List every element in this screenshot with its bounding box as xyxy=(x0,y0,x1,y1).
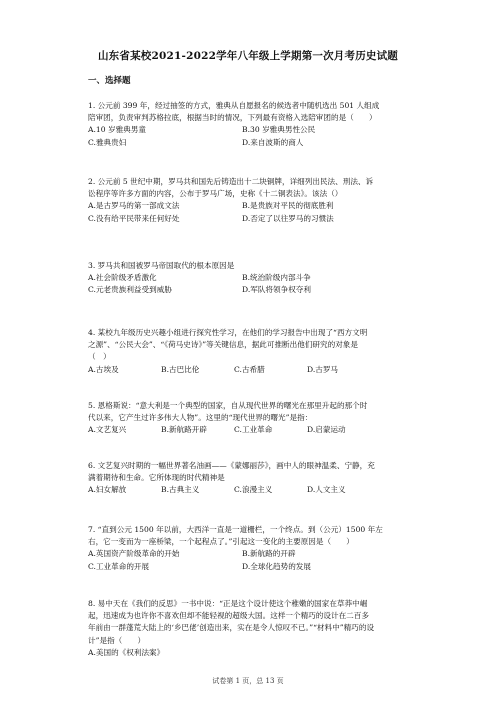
option-a: A.美国的《权利法案》 xyxy=(88,647,165,657)
option-a: A.文艺复兴 xyxy=(88,425,127,435)
option-a: A.10 岁雅典男童 xyxy=(88,125,146,135)
option-c: C.古希腊 xyxy=(234,364,265,374)
section-heading: 一、选择题 xyxy=(88,76,131,86)
question-5 xyxy=(88,400,428,437)
option-d: D.来自波斯的商人 xyxy=(242,137,304,147)
question-stem-line: 代以来，它产生过许多伟大人物”。这里的“现代世界的曙光”是指： xyxy=(88,413,313,423)
question-stem-line: 8. 易中天在《我们的反思》一书中说：“正是这个设计使这个稚嫩的国家在草莽中崛 xyxy=(88,599,368,608)
option-d: D.否定了以往罗马的习惯法 xyxy=(242,213,334,223)
question-2 xyxy=(88,176,428,225)
options xyxy=(88,200,428,224)
question-stem-line: 之源”、“公民大会”、“《荷马史诗》”等关键信息，据此可推断出他们研究的对象是 xyxy=(88,340,358,350)
option-a: A.英国资产阶级革命的开始 xyxy=(88,549,180,559)
option-a: A.古埃及 xyxy=(88,364,119,374)
exam-title: 山东省某校2021-2022学年八年级上学期第一次月考历史试题 xyxy=(97,50,398,62)
option-c: C.元老贵族利益受到威胁 xyxy=(88,285,172,295)
question-stem-line: 7. “直到公元 1500 年以前，大西洋一直是一道栅栏，一个终点。到（公元）1500 年左 xyxy=(88,525,383,534)
option-a: A.社会阶级矛盾激化 xyxy=(88,273,157,283)
option-b: B.统治阶级内部斗争 xyxy=(242,273,311,283)
options xyxy=(88,548,428,572)
question-stem-line: 1. 公元前 399 年，经过抽签的方式，雅典从自愿报名的候选者中随机选出 501 人组成 xyxy=(88,101,380,110)
option-c: C.工业革命的开展 xyxy=(88,561,150,571)
page-footer: 试卷第 1 页，总 13 页 xyxy=(212,677,284,685)
question-stem-line: 年前由一群蓬荒大陆上的‘乡巴佬’创造出来，实在是令人惊叹不已。”“材料中”精巧的设 xyxy=(88,623,375,633)
option-b: B.新航路开辟 xyxy=(161,425,207,435)
option-d: D.古罗马 xyxy=(307,364,339,374)
options xyxy=(88,272,428,296)
option-b: B.30 岁雅典男性公民 xyxy=(242,125,316,135)
question-8 xyxy=(88,598,428,659)
option-c: C.浪漫主义 xyxy=(234,485,273,495)
options xyxy=(88,124,428,148)
question-stem-line: 讼程序等许多方面的内容，公布于罗马广场，史称《十二铜表法》。该法（） xyxy=(88,189,343,199)
question-stem-line: 4. 某校九年级历史兴趣小组进行探究性学习，在他们的学习报告中出现了“西方文明 xyxy=(88,328,368,337)
question-3 xyxy=(88,260,428,297)
option-b: B.新航路的开辟 xyxy=(242,549,296,559)
option-b: B.古巴比伦 xyxy=(161,364,200,374)
question-4 xyxy=(88,327,428,376)
option-d: D.启蒙运动 xyxy=(307,425,346,435)
question-stem-line: （ ） xyxy=(88,352,111,362)
question-stem-line: 2. 公元前 5 世纪中期，罗马共和国先后铸造出十二块铜牌，详细列出民法、刑法、诉 xyxy=(88,177,374,186)
question-stem-line: 起，迅速成为也许你不喜欢但却不能轻视的超级大国。这样一个精巧的设计在二百多 xyxy=(88,611,369,621)
question-stem-line: 计”是指（ ） xyxy=(88,635,146,645)
options xyxy=(88,647,428,659)
option-d: D.军队将领争权夺利 xyxy=(242,285,311,295)
question-1 xyxy=(88,100,428,149)
question-stem-line: 3. 罗马共和国被罗马帝国取代的根本原因是 xyxy=(88,261,235,270)
option-b: B.古典主义 xyxy=(161,485,200,495)
option-c: C.没有给平民带来任何好处 xyxy=(88,213,180,223)
question-7 xyxy=(88,524,428,573)
question-stem-line: 右，它一变而为一座桥梁，一个起程点了。”引起这一变化的主要原因是（ ） xyxy=(88,537,354,547)
option-b: B.是贵族对平民的彻底胜利 xyxy=(242,201,334,211)
option-c: C.工业革命 xyxy=(234,425,273,435)
option-d: D.人文主义 xyxy=(307,485,346,495)
question-6 xyxy=(88,460,428,497)
question-stem-line: 5. 恩格斯说：“意大利是一个典型的国家，自从现代世界的曙光在那里升起的那个时 xyxy=(88,401,368,410)
question-stem-line: 6. 文艺复兴时期的一幅世界著名油画——《蒙娜丽莎》，画中人的眼神温柔、宁静，充 xyxy=(88,461,375,470)
question-stem-line: 满着期待和生命。它所体现的时代精神是 xyxy=(88,473,225,483)
option-a: A.妇女解放 xyxy=(88,485,127,495)
question-stem-line: 陪审团，负责审判苏格拉底，根据当时的情况，下列最有资格入选陪审团的是（ ） xyxy=(88,113,377,123)
option-a: A.是古罗马的第一部成文法 xyxy=(88,201,180,211)
option-c: C.雅典贵妇 xyxy=(88,137,127,147)
options xyxy=(88,424,428,436)
options xyxy=(88,484,428,496)
options xyxy=(88,364,428,376)
option-d: D.全球化趋势的发展 xyxy=(242,561,311,571)
